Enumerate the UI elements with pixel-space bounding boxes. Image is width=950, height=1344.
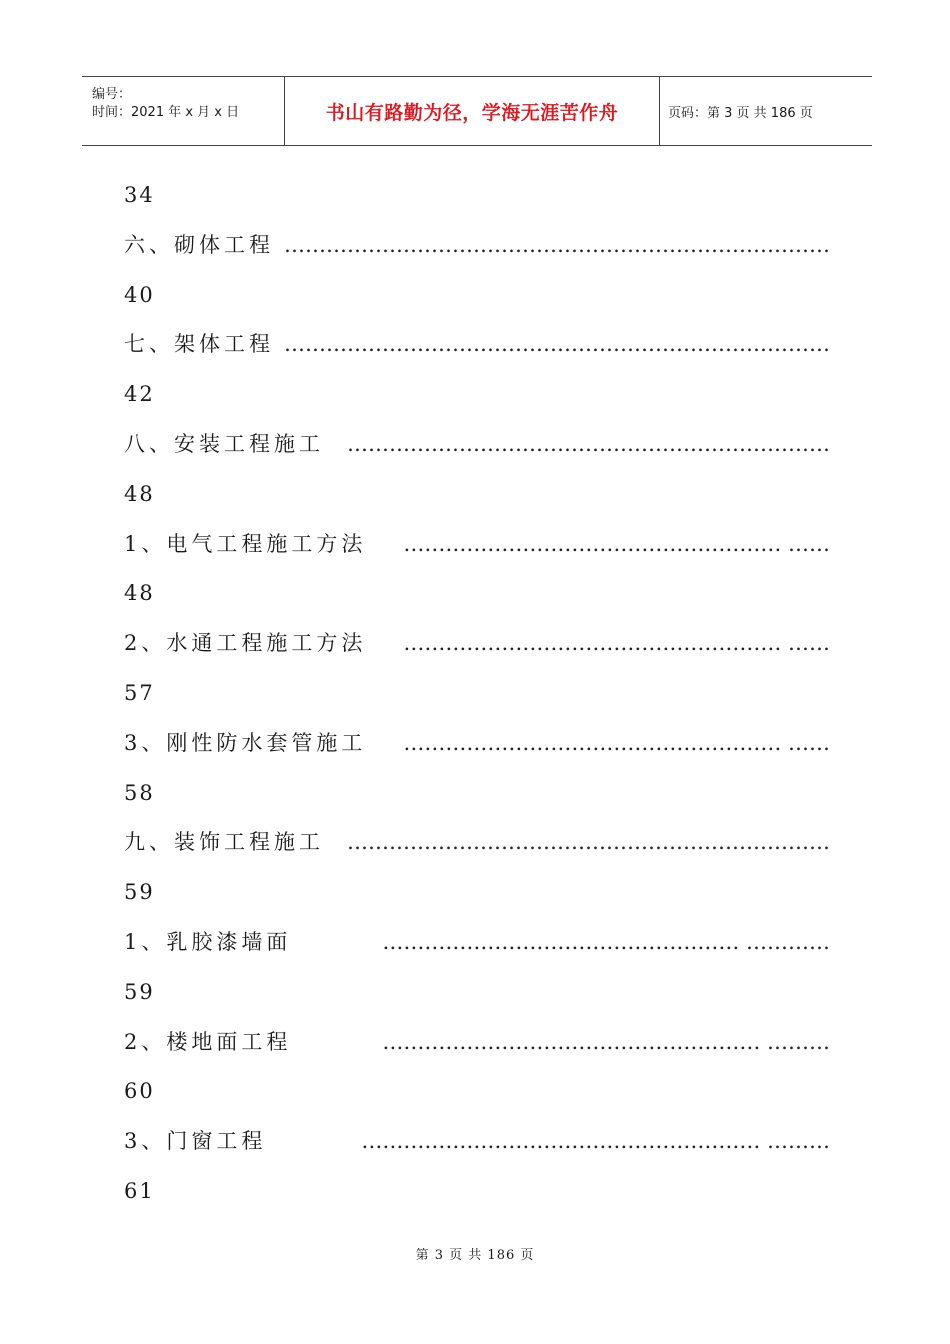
toc-page-number: 58 [124,781,155,805]
toc-entry-label: 六、砌体工程 [124,233,274,257]
toc-page-number: 40 [124,283,155,307]
motto-text: 书山有路勤为径，学海无涯苦作舟 [325,101,619,124]
toc-leader-dots: …………………………………………………………………… [284,233,830,257]
toc-entry[interactable] [124,228,830,262]
toc-page-number: 59 [124,980,155,1004]
header-page-cell [658,77,872,145]
toc-entry[interactable] [124,427,830,461]
toc-page-number: 57 [124,681,155,705]
toc-entry-label: 七、架体工程 [124,332,274,356]
toc-page-number: 34 [124,183,155,207]
toc-page-number: 48 [124,482,155,506]
toc-entry-label: 九、装饰工程施工 [124,830,324,854]
toc-entry[interactable] [124,626,830,660]
header-left-cell [82,77,284,145]
toc-leader-dots: …………………………………………………………… [347,432,830,456]
toc-leader-dots: …………………………………………… ………… [382,930,830,954]
toc-page-number: 60 [124,1079,155,1103]
document-number-label: 编号： [92,87,132,102]
toc-entry[interactable] [124,527,830,561]
toc-entry-label: 3、门窗工程 [124,1129,267,1153]
toc-entry-label: 2、楼地面工程 [124,1030,292,1054]
toc-page-number: 48 [124,581,155,605]
document-time-label: 时间：2021 年 x 月 x 日 [92,105,240,120]
toc-entry[interactable] [124,1025,830,1059]
toc-entry-label: 1、电气工程施工方法 [124,532,367,556]
toc-entry[interactable] [124,925,830,959]
toc-page-number: 42 [124,382,155,406]
toc-entry[interactable] [124,825,830,859]
page-header [82,76,872,146]
toc-leader-dots: ……………………………………………… …… [403,532,830,556]
toc-leader-dots: …………………………………………………………………… [284,332,830,356]
toc-entry-label: 3、刚性防水套管施工 [124,731,367,755]
toc-page-number: 61 [124,1179,155,1203]
toc-entry[interactable] [124,327,830,361]
toc-entry-label: 八、安装工程施工 [124,432,324,456]
toc-leader-dots: ……………………………………………… ……… [382,1030,830,1054]
page-footer: 第 3 页 共 186 页 [415,1248,535,1263]
toc-leader-dots: ……………………………………………… …… [403,731,830,755]
toc-page-number: 59 [124,880,155,904]
toc-leader-dots: …………………………………………………………… [347,830,830,854]
toc-entry-label: 2、水通工程施工方法 [124,631,367,655]
header-motto-cell [284,77,660,145]
toc-leader-dots: ………………………………………………… ……… [361,1129,830,1153]
toc-entry[interactable] [124,1124,830,1158]
toc-entry[interactable] [124,726,830,760]
toc-leader-dots: ……………………………………………… …… [403,631,830,655]
toc-entry-label: 1、乳胶漆墙面 [124,930,292,954]
page-number-info: 页码：第 3 页 共 186 页 [668,105,813,121]
